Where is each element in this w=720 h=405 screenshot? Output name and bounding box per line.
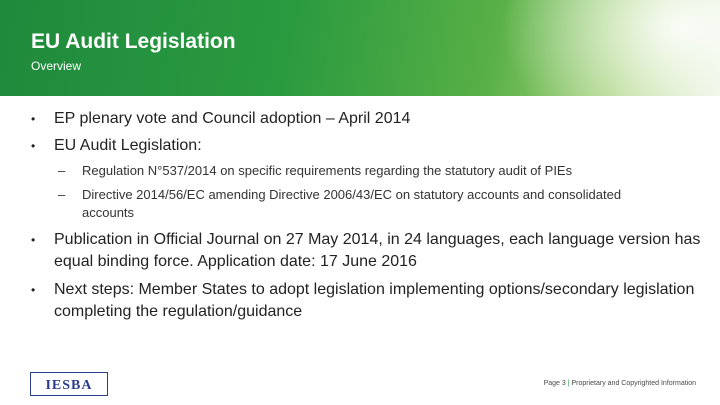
footer-page-note: [544, 380, 696, 387]
header-banner: [0, 0, 720, 96]
bullet-text: EU Audit Legislation:: [54, 137, 202, 154]
header-light-fade: [500, 0, 720, 96]
page-number: Page 3: [543, 380, 566, 387]
bullet-dot-icon: •: [31, 139, 36, 153]
sub-bullet-dash: –: [58, 163, 66, 178]
bullet-text: Publication in Official Journal on 27 May 2014, in 24 languages, each language version has equal binding force. Application date: 17 June 2016: [54, 231, 701, 270]
slide-subtitle: Overview: [31, 59, 82, 73]
bullet-text: EP plenary vote and Council adoption – April 2014: [54, 110, 411, 127]
footer-separator: |: [567, 380, 570, 387]
logo-text: IESBA: [45, 378, 93, 393]
bullet-dot-icon: •: [31, 233, 36, 247]
bullet-text: Next steps: Member States to adopt legislation implementing options/secondary legislation completing the regulation/guidance: [54, 281, 695, 320]
sub-bullet-text: Regulation N°537/2014 on specific requirements regarding the statutory audit of PIEs: [82, 163, 573, 178]
iesba-logo-mark: [32, 374, 106, 394]
iesba-logo: [30, 372, 108, 396]
sub-bullet-dash: –: [58, 187, 66, 202]
bullet-dot-icon: •: [31, 283, 36, 297]
sub-bullet-text: Directive 2014/56/EC amending Directive 2006/43/EC on statutory accounts and consolidated accounts: [82, 187, 622, 220]
slide-title: EU Audit Legislation: [31, 30, 236, 53]
bullet-dot-icon: •: [31, 112, 36, 126]
proprietary-notice: Proprietary and Copyrighted Information: [571, 380, 696, 387]
